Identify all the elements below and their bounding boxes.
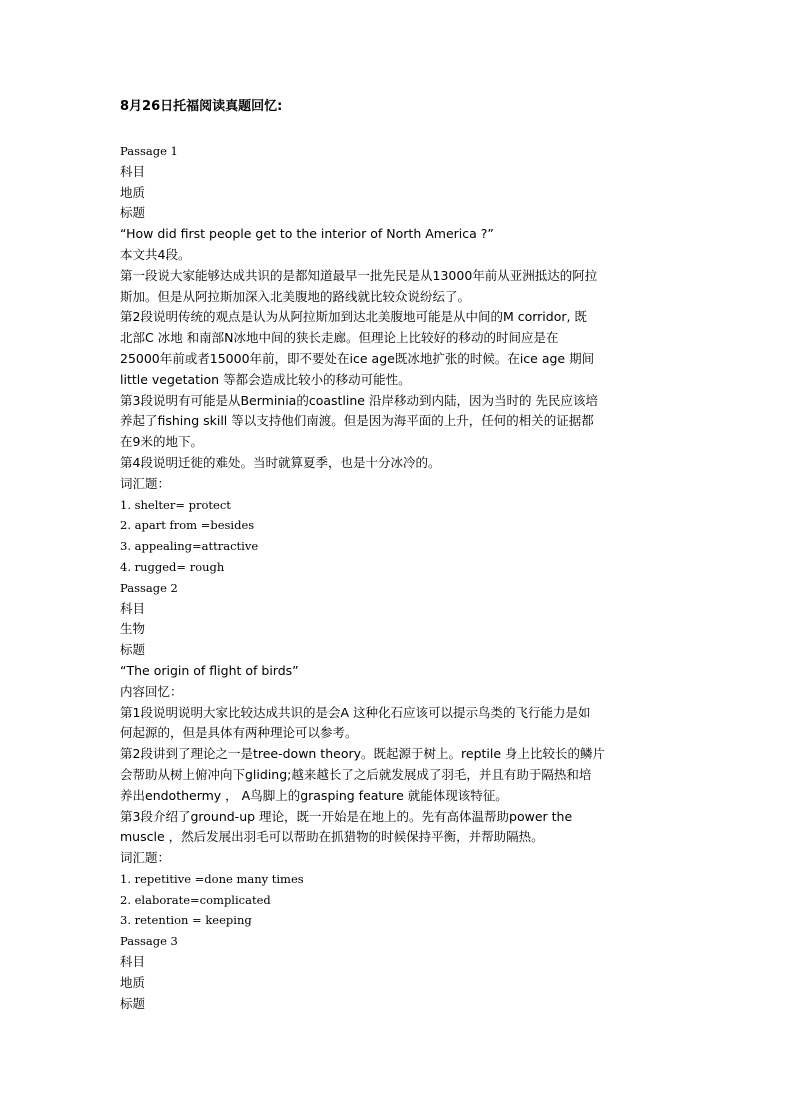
text-line: 本文共4段。 <box>120 246 191 262</box>
text-line: 25000年前或者15000年前，即不要处在ice age既冰地扩张的时候。在ice age 期间 <box>120 350 595 366</box>
text-line: 第一段说大家能够达成共识的是都知道最早一批先民是从13000年前从亚洲抵达的阿拉 <box>120 267 598 283</box>
text-line: 斯加。但是从阿拉斯加深入北美腹地的路线就比较众说纷纭了。 <box>120 288 471 304</box>
text-line: 第2段讲到了理论之一是tree-down theory。既起源于树上。reptile 身上比较长的鳞片 <box>120 746 606 762</box>
text-line: 词汇题： <box>120 850 171 866</box>
text-line: 词汇题： <box>120 475 171 491</box>
text-line: little vegetation 等都会造成比较小的移动可能性。 <box>120 371 411 387</box>
text-line: 何起源的，但是具体有两种理论可以参考。 <box>120 725 358 741</box>
text-line: Passage 2 <box>120 580 178 595</box>
text-line: 第2段说明传统的观点是认为从阿拉斯加到达北美腹地可能是从中间的M corridor, 既 <box>120 309 587 325</box>
text-line: 4. rugged= rough <box>120 559 225 574</box>
text-line: 北部C 冰地 和南部N冰地中间的狭长走廊。但理论上比较好的移动的时间应是在 <box>120 330 559 346</box>
text-line: 科目 <box>120 163 146 179</box>
text-line: muscle ，然后发展出羽毛可以帮助在抓猎物的时候保持平衡，并帮助隔热。 <box>120 829 544 845</box>
text-line: 第4段说明迁徙的难处。当时就算夏季，也是十分冰冷的。 <box>120 454 441 470</box>
text-line: 科目 <box>120 954 146 970</box>
text-line: 在9米的地下。 <box>120 434 203 450</box>
text-line: “The origin of flight of birds” <box>120 662 299 678</box>
text-line: 地质 <box>120 184 146 200</box>
text-line: 第3段介绍了ground-up 理论，既一开始是在地上的。先有高体温帮助power the <box>120 808 573 824</box>
text-line: 1. shelter= protect <box>120 497 231 512</box>
text-line: 1. repetitive =done many times <box>120 871 304 886</box>
document-body <box>120 141 680 1014</box>
text-line: 会帮助从树上俯冲向下gliding;越来越长了之后就发展成了羽毛，并且有助于隔热和培 <box>120 766 592 782</box>
text-line: 3. appealing=attractive <box>120 539 259 554</box>
text-line: 生物 <box>120 621 146 637</box>
text-line: 第1段说明说明大家比较达成共识的是会A 这种化石应该可以提示鸟类的飞行能力是如 <box>120 704 591 720</box>
text-line: 地质 <box>120 974 146 990</box>
text-line: 2. apart from =besides <box>120 518 255 533</box>
text-line: 标题 <box>120 642 146 658</box>
text-line: 养出endothermy ， A鸟脚上的grasping feature 就能体现该特征。 <box>120 787 508 803</box>
text-line: Passage 3 <box>120 934 178 949</box>
text-line: “How did first people get to the interior of North America ?” <box>120 226 494 242</box>
text-line: 标题 <box>120 205 146 221</box>
text-line: 内容回忆： <box>120 683 183 699</box>
text-line: 标题 <box>120 995 146 1011</box>
text-line: Passage 1 <box>120 144 178 158</box>
text-line: 科目 <box>120 600 146 616</box>
text-line: 3. retention = keeping <box>120 913 252 928</box>
text-line: 养起了fishing skill 等以支持他们南渡。但是因为海平面的上升，任何的相关的证据都 <box>120 413 594 429</box>
text-line: 2. elaborate=complicated <box>120 892 271 907</box>
text-line: 第3段说明有可能是从Berminia的coastline 沿岸移动到内陆，因为当时的 先民应该培 <box>120 392 598 408</box>
page-title: 8月26日托福阅读真题回忆: <box>120 99 283 114</box>
